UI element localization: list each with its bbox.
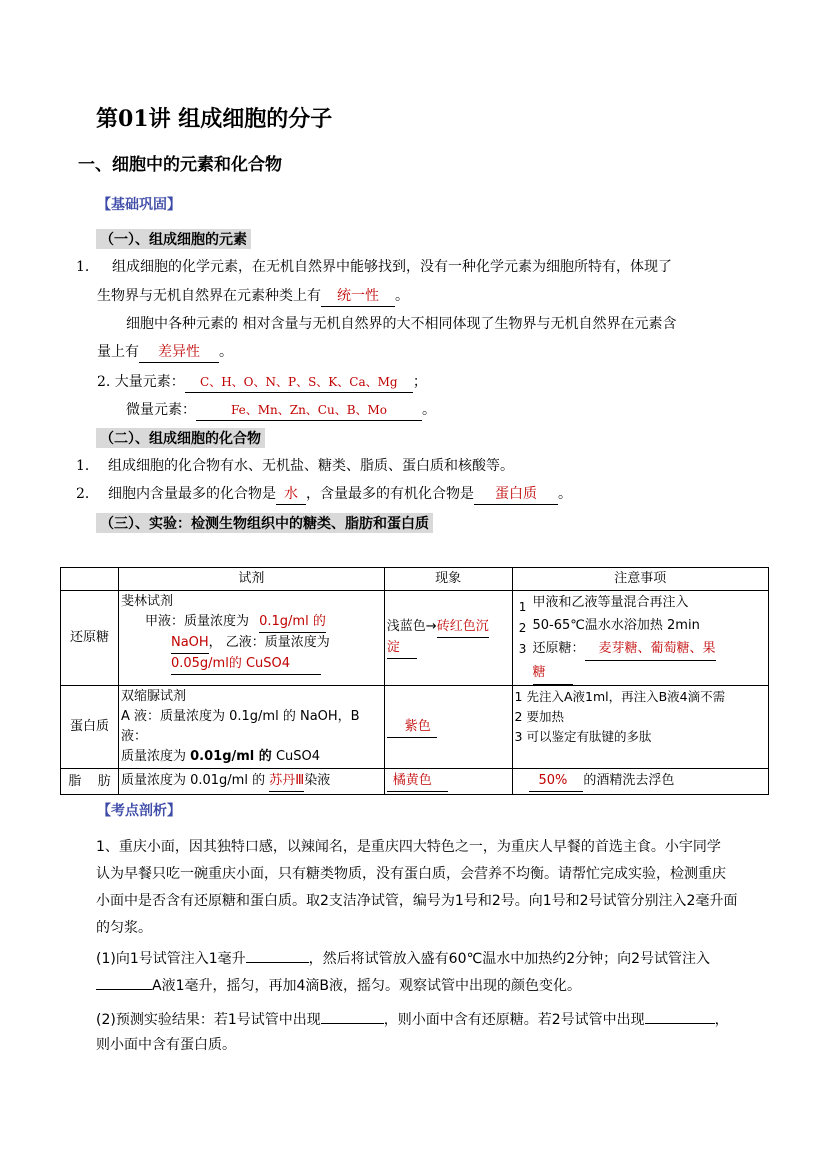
header-reagent: 试剂	[118, 568, 384, 591]
reagent-biuret	[118, 686, 384, 769]
subsection-elements: （一）、组成细胞的元素	[96, 229, 251, 249]
table-row	[61, 686, 769, 769]
major-elements-end: ；	[412, 374, 427, 390]
row-name-protein: 蛋白质	[61, 686, 119, 769]
notes-sugar-numbers	[513, 591, 533, 685]
question1-part2-end: 则小面中含有蛋白质。	[96, 1037, 236, 1053]
row-name-reducing-sugar: 还原糖	[61, 591, 119, 686]
basic-review-label: 【基础巩固】	[97, 197, 181, 213]
answer-sugars: 麦芽糖、葡萄糖、果	[585, 637, 716, 661]
para1-line3: 细胞中各种元素的 相对含量与无机自然界的大不相同体现了生物界与无机自然界在元素含	[126, 316, 677, 332]
experiment-table	[60, 567, 769, 795]
subsection-experiment: （三）、实验：检测生物组织中的糖类、脂肪和蛋白质	[96, 513, 433, 533]
note-sugar-1: 甲液和乙液等量混合再注入	[532, 595, 689, 610]
fehling-line-b	[121, 633, 382, 654]
note-sugar-4	[533, 661, 716, 685]
note-protein-1: 1 先注入A液1ml，再注入B液4滴不需	[514, 689, 726, 704]
blank-reagent-1[interactable]	[246, 944, 309, 963]
answer-unity: 统一性	[321, 286, 395, 307]
phenomenon-sugar-line1	[387, 617, 510, 638]
reagent-fehling	[118, 591, 384, 686]
note-sugar-3-pre: 还原糖：	[532, 641, 585, 656]
para1-line2-end: 。	[395, 288, 409, 304]
part2-pre: (2)预测实验结果：若1号试管中出现	[96, 1012, 321, 1028]
table-header-row	[61, 568, 769, 591]
answer-fructose: 糖	[533, 661, 573, 685]
header-phenomenon: 现象	[384, 568, 512, 591]
answer-major-elements: C、H、O、N、P、S、K、Ca、Mg	[185, 372, 413, 393]
notes-sugar-text	[533, 591, 716, 685]
notes-protein	[512, 686, 768, 769]
answer-sudan: 苏丹Ⅲ	[269, 771, 304, 792]
minor-elements	[126, 400, 436, 421]
biuret-line3-post: CuSO4	[275, 749, 321, 764]
fehling-b-pre: ， 乙液：质量浓度为	[208, 635, 330, 650]
phenomenon-fat	[384, 769, 512, 795]
answer-fehling-b: 0.05g/ml的 CuSO4	[171, 654, 321, 675]
notes-sugar	[512, 591, 768, 686]
phenomenon-sugar-pre: 浅蓝色→	[386, 619, 437, 634]
para1-line4-text: 量上有	[97, 344, 139, 360]
answer-orange-yellow: 橘黄色	[387, 771, 448, 792]
compound2-text	[108, 484, 572, 505]
note-sugar-3	[533, 637, 716, 661]
compound1-num: 1．	[76, 458, 99, 474]
biuret-line3-bold: 0.01g/ml 的	[190, 749, 272, 764]
para1-line2-text: 生物界与无机自然界在元素种类上有	[97, 288, 321, 304]
compound2-pre: 细胞内含量最多的化合物是	[108, 486, 276, 502]
fehling-line-a	[121, 612, 382, 633]
part1-mid: ，然后将试管放入盛有60℃温水中加热约2分钟；向2号试管注入	[308, 951, 711, 967]
blank-reagent-2[interactable]	[96, 971, 152, 990]
fehling-line-c	[121, 654, 382, 675]
phenomenon-sugar	[384, 591, 512, 686]
question1-line3: 小面中是否含有还原糖和蛋白质。取2支洁净试管，编号为1号和2号。向1号和2号试管分别注入2毫升面	[96, 893, 738, 909]
question1-line4: 的匀浆。	[96, 920, 152, 936]
question1-part2	[96, 1005, 729, 1034]
blank-result-1[interactable]	[321, 1005, 384, 1024]
compound2-end: 。	[558, 486, 572, 502]
question1-part1	[96, 944, 710, 973]
note-num: 1	[518, 600, 527, 614]
para1-line4	[97, 342, 233, 363]
minor-elements-end: 。	[422, 402, 436, 418]
section-heading: 一、细胞中的元素和化合物	[78, 155, 282, 175]
sudan-post: 染液	[304, 773, 331, 788]
note-num: 3	[518, 642, 527, 656]
answer-precipitate: 淀	[387, 638, 417, 659]
answer-minor-elements: Fe、Mn、Zn、Cu、B、Mo	[196, 400, 422, 421]
fehling-title: 斐林试剂	[120, 594, 173, 609]
compound1-text: 组成细胞的化合物有水、无机盐、糖类、脂质、蛋白质和核酸等。	[108, 458, 514, 474]
notes-sugar-body	[513, 591, 768, 685]
answer-purple: 紫色	[387, 717, 437, 738]
biuret-line3-pre: 质量浓度为	[120, 749, 186, 764]
part1-pre: (1)向1号试管注入1毫升	[96, 951, 246, 967]
blank-result-2[interactable]	[645, 1005, 715, 1024]
note-sugar-2: 50-65℃温水水浴加热 2min	[532, 618, 700, 633]
biuret-line2: A 液：质量浓度为 0.1g/ml 的 NaOH，B 液：	[120, 709, 360, 744]
para1-line4-end: 。	[219, 344, 233, 360]
phenomenon-protein	[384, 686, 512, 769]
answer-water: 水	[276, 484, 306, 505]
part2-mid: ，则小面中含有还原糖。若2号试管中出现	[383, 1012, 645, 1028]
notes-fat	[512, 769, 768, 795]
compound2-num: 2．	[76, 486, 99, 502]
answer-protein: 蛋白质	[474, 484, 558, 505]
sudan-pre: 质量浓度为 0.01g/ml 的	[120, 773, 266, 788]
note-protein-3: 3 可以鉴定有肽键的多肽	[514, 729, 652, 744]
para1-num: 1．	[76, 259, 99, 275]
question1-part1-cont	[96, 971, 581, 1000]
major-elements-label: 2. 大量元素：	[97, 374, 185, 390]
question1-line2: 认为早餐只吃一碗重庆小面，只有糖类物质，没有蛋白质，会营养不均衡。请帮忙完成实验，检测重庆	[96, 866, 726, 882]
answer-fehling-a1: 0.1g/ml 的	[259, 612, 326, 633]
notes-fat-post: 的酒精洗去浮色	[583, 773, 675, 788]
biuret-title: 双缩脲试剂	[120, 689, 186, 704]
compound2-mid: ，含量最多的有机化合物是	[306, 486, 474, 502]
table-row	[61, 769, 769, 795]
biuret-line3	[121, 747, 382, 767]
part1-post: A液1毫升，摇匀，再加4滴B液，摇匀。观察试管中出现的颜色变化。	[152, 978, 581, 994]
answer-difference: 差异性	[139, 342, 219, 363]
row-name-fat: 脂 肪	[61, 769, 119, 795]
exam-analysis-label: 【考点剖析】	[97, 803, 181, 819]
note-protein-2: 2 要加热	[514, 709, 564, 724]
note-num: 2	[518, 621, 527, 635]
subsection-compounds: （二）、组成细胞的化合物	[96, 428, 265, 448]
answer-brick-red: 砖红色沉	[437, 617, 489, 638]
reagent-sudan	[118, 769, 384, 795]
para1-line1: 组成细胞的化学元素，在无机自然界中能够找到，没有一种化学元素为细胞所特有，体现了	[112, 259, 672, 275]
minor-elements-label: 微量元素：	[126, 402, 196, 418]
question1-line1: 1、重庆小面，因其独特口感，以辣闻名，是重庆四大特色之一，为重庆人早餐的首选主食。小宇同学	[96, 839, 721, 855]
table-row	[61, 591, 769, 686]
answer-50-percent: 50%	[529, 771, 584, 792]
para1-line2	[97, 286, 409, 307]
header-blank	[61, 568, 119, 591]
page-title: 第01讲 组成细胞的分子	[96, 106, 333, 132]
part2-post: ，	[714, 1012, 729, 1028]
phenomenon-sugar-line2	[387, 638, 510, 659]
answer-fehling-a2: NaOH	[171, 633, 209, 654]
major-elements	[97, 372, 427, 393]
fehling-a-pre: 甲液：质量浓度为	[144, 614, 249, 629]
header-notes: 注意事项	[512, 568, 768, 591]
